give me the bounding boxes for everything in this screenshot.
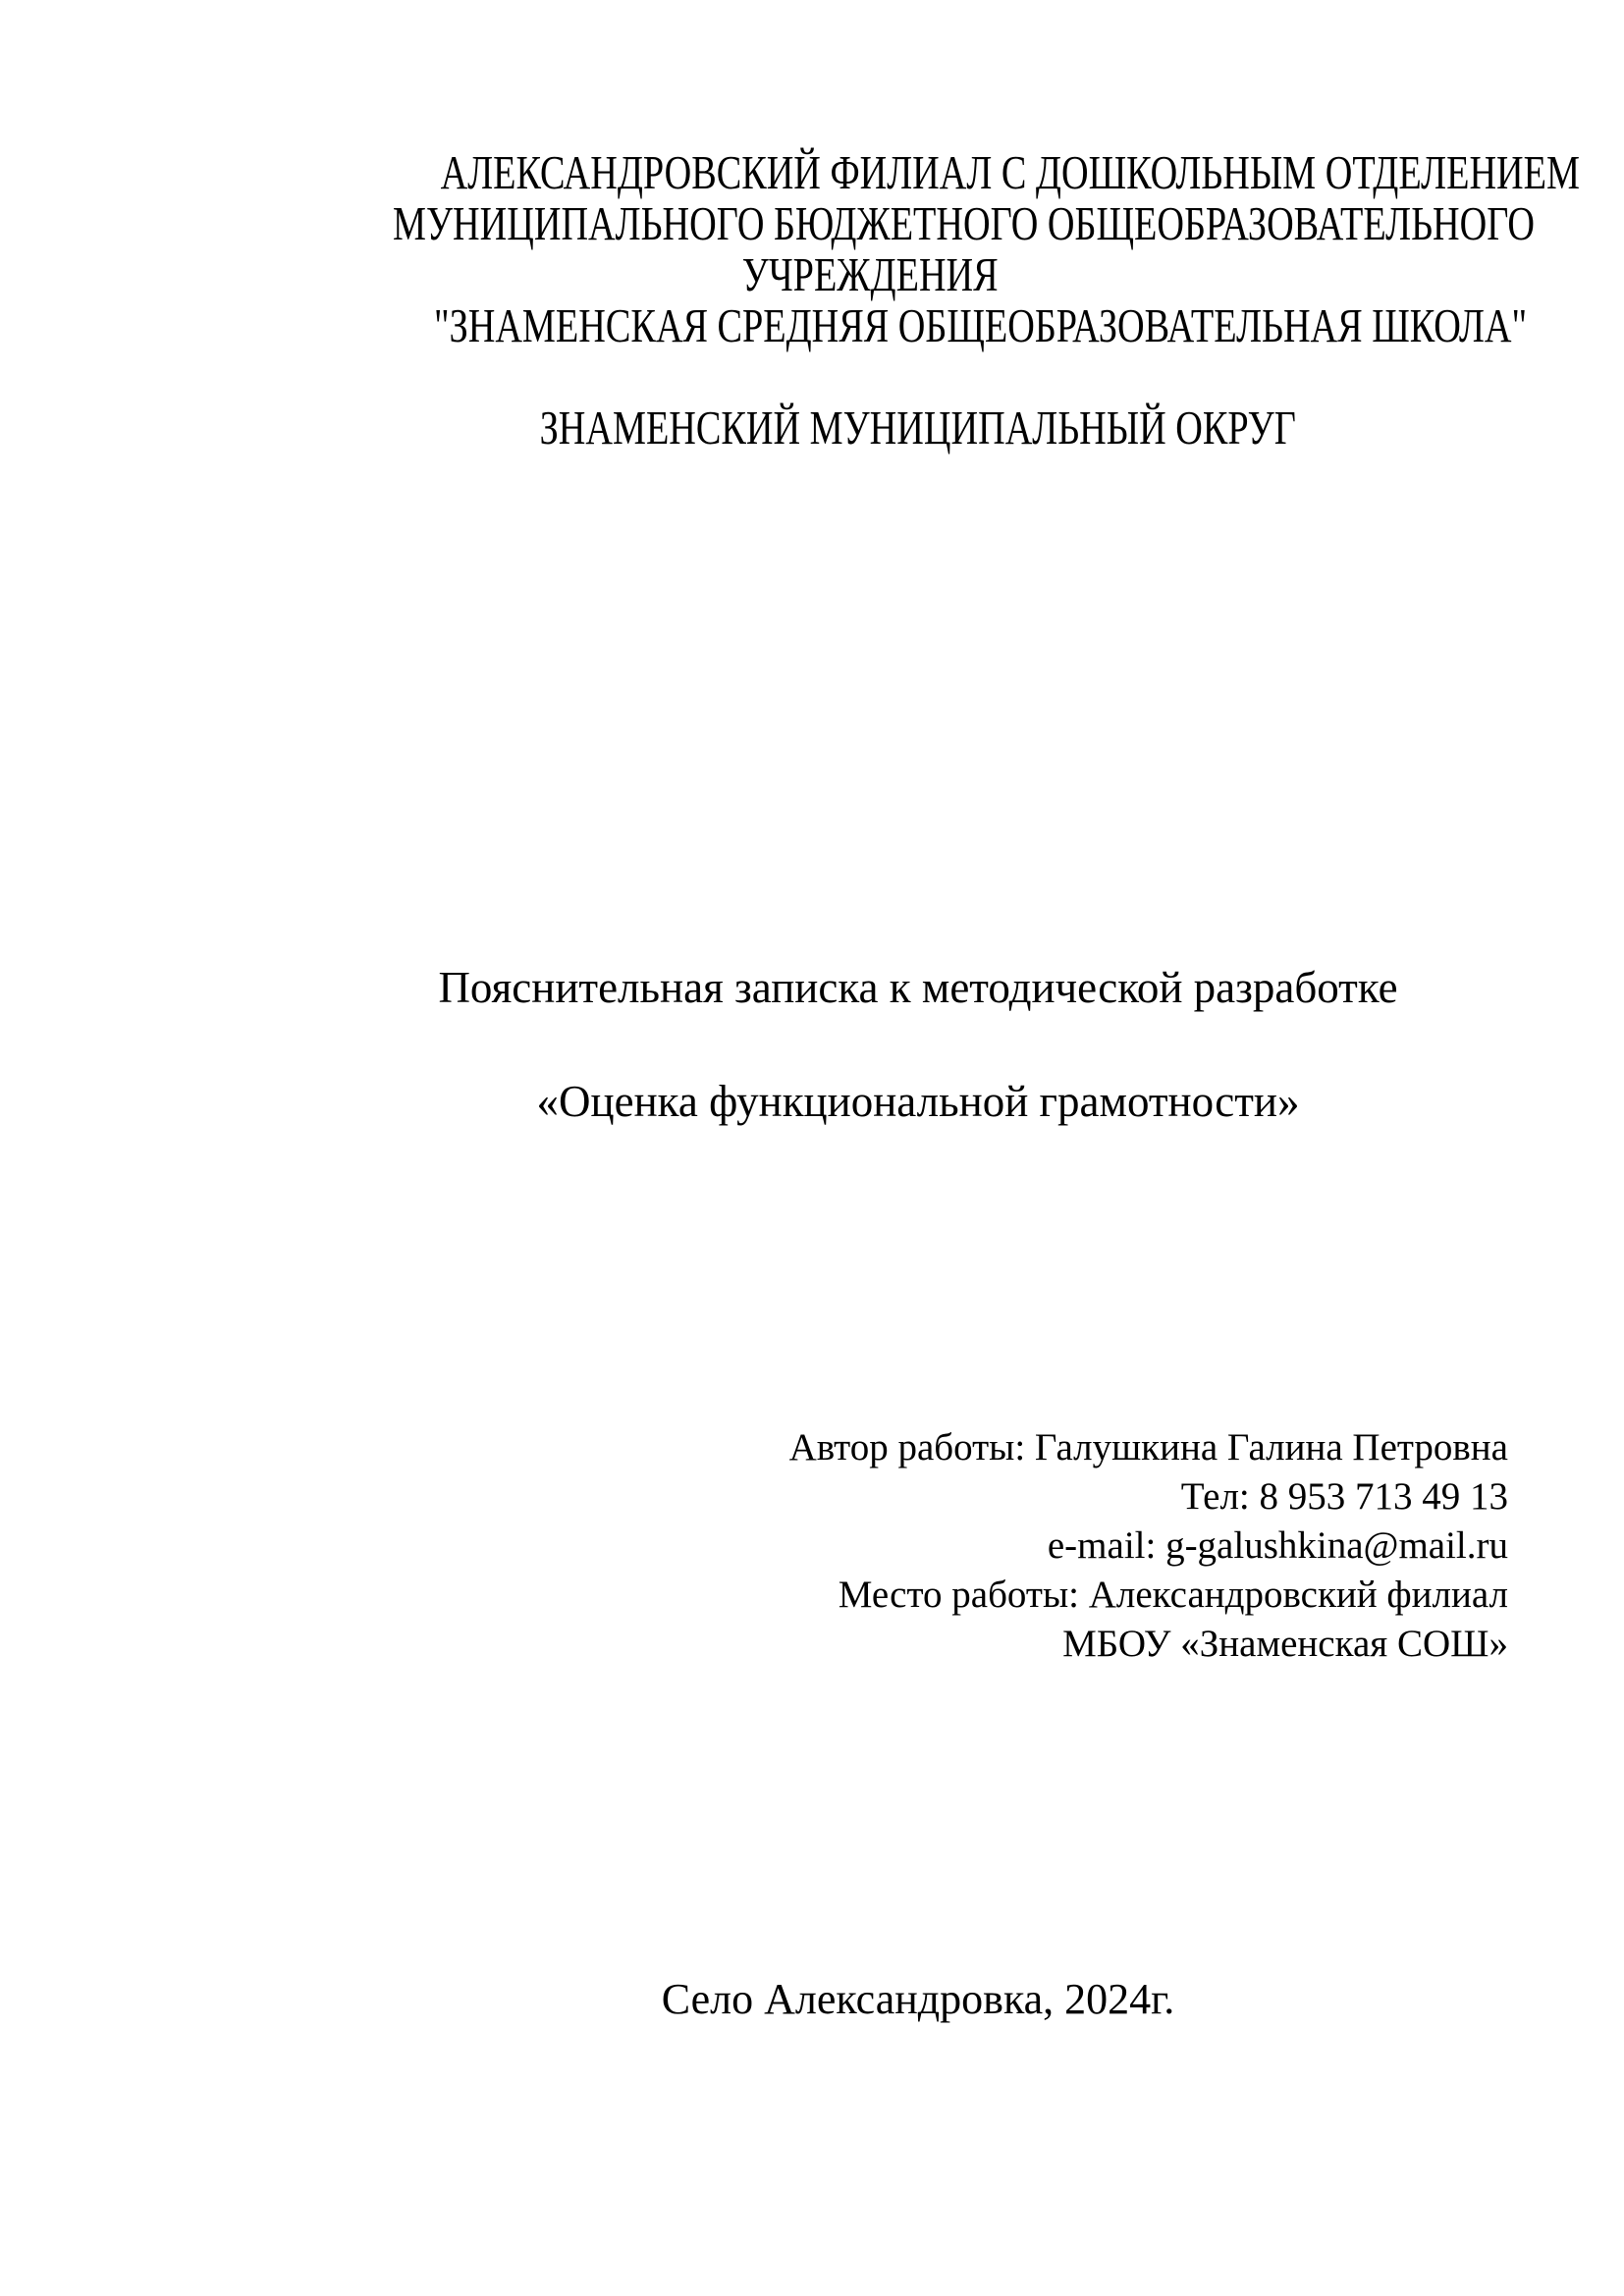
author-workplace-line: Место работы: Александровский филиал: [838, 1574, 1508, 1616]
doc-title-text: Пояснительная записка к методической разработке: [438, 963, 1398, 1012]
doc-subtitle-text: «Оценка функциональной грамотности»: [536, 1077, 1300, 1126]
org-header: [232, 145, 1580, 454]
blank-line: [232, 351, 1508, 402]
org-header-line-text: АЛЕКСАНДРОВСКИЙ ФИЛИАЛ С ДОШКОЛЬНЫМ ОТДЕЛЕНИЕМ: [440, 145, 1580, 199]
author-email-line: e-mail: g-galushkina@mail.ru: [1047, 1524, 1508, 1567]
author-school-line: МБОУ «Знаменская СОШ»: [1062, 1623, 1508, 1665]
place-date-line: [232, 1975, 1508, 2024]
org-header-line: [232, 298, 1528, 352]
org-header-line-text: ЗНАМЕНСКИЙ МУНИЦИПАЛЬНЫЙ ОКРУГ: [539, 400, 1297, 454]
doc-title: [232, 959, 1508, 1016]
doc-title-block: [232, 959, 1508, 1130]
org-header-line-text: МУНИЦИПАЛЬНОГО БЮДЖЕТНОГО ОБЩЕОБРАЗОВАТЕЛЬНОГО: [393, 196, 1536, 250]
doc-subtitle: [232, 1073, 1508, 1130]
org-header-line-text: УЧРЕЖДЕНИЯ: [741, 247, 999, 301]
place-date-text: Село Александровка, 2024г.: [661, 1975, 1175, 2023]
org-header-line: [232, 249, 1508, 300]
org-header-line: [232, 196, 1536, 250]
author-block: [232, 1423, 1508, 1669]
org-header-line-text: "ЗНАМЕНСКАЯ СРЕДНЯЯ ОБЩЕОБРАЗОВАТЕЛЬНАЯ ШКОЛА": [433, 298, 1528, 352]
author-phone-line: Тел: 8 953 713 49 13: [1180, 1475, 1508, 1518]
author-name-line: Автор работы: Галушкина Галина Петровна: [788, 1426, 1508, 1468]
org-header-line-district: [232, 402, 1508, 454]
org-header-line: [232, 145, 1580, 199]
